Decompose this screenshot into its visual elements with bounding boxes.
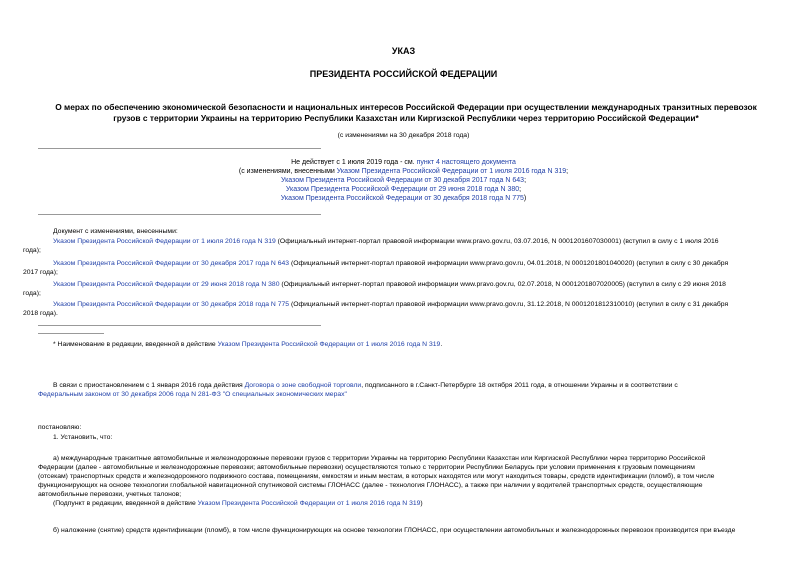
changes-heading: Документ с изменениями, внесенными:	[53, 228, 178, 235]
clause-b: б) наложение (снятие) средств идентификации (пломб), в том числе функционирующих на основе технологии ГЛОНАСС, при осуществлении автомобильных и железнодорожных перевозок производится при въезде	[53, 527, 736, 534]
amendment-link-1[interactable]: Указом Президента Российской Федерации от 1 июля 2016 года N 319	[336, 168, 567, 175]
amendments-line-3: Указом Президента Российской Федерации от 29 июня 2018 года N 380;	[285, 186, 522, 193]
clause-a: а) международные транзитные автомобильные и железнодорожные перевозки грузов с территории Украины на территорию Республики Казахстан или Киргизской Республики через территорию Российской Федерации (далее - автомобильные и железнодорожные перевозки; автомобильные перевозки) осуществляются только с территории Республики Беларусь при условии применения к грузовым помещениям (отсекам) транспортных средств и железнодорожного подвижного состава, помещениям, емкостям и иным местам, в которых находятся или могут находиться товары, средств идентификации (пломб), в том числе функционирующих на основе технологии глобальной навигационной спутниковой системы ГЛОНАСС (далее - технология ГЛОНАСС), а также при наличии у водителей транспортных средств, осуществляющие автомобильные перевозки, учетных талонов; (Подпункт в редакции, введенной в действие Указом Президента Российской Федерации от 1 июля 2016 года N 319)	[38, 454, 768, 508]
intro-link-treaty[interactable]: Договора о зоне свободной торговли	[244, 382, 362, 389]
divider	[38, 148, 321, 149]
issuer-heading: ПРЕЗИДЕНТА РОССИЙСКОЙ ФЕДЕРАЦИИ	[309, 69, 498, 79]
change-link-2[interactable]: Указом Президента Российской Федерации от 30 декабря 2017 года N 643	[53, 260, 290, 267]
footnote-link[interactable]: Указом Президента Российской Федерации от 1 июля 2016 года N 319	[217, 341, 441, 348]
amendments-line-4: Указом Президента Российской Федерации от 30 декабря 2018 года N 775)	[280, 195, 527, 202]
decree-word: постановляю:	[38, 424, 82, 431]
amendment-link-3[interactable]: Указом Президента Российской Федерации от 29 июня 2018 года N 380	[285, 186, 520, 193]
change-item-2: Указом Президента Российской Федерации от 30 декабря 2017 года N 643 (Официальный интернет-портал правовой информации www.pravo.gov.ru, 04.01.2018, N 0001201801040020) (вступил в силу с 30 декабря 2017 года);	[23, 260, 729, 276]
change-link-4[interactable]: Указом Президента Российской Федерации от 30 декабря 2018 года N 775	[53, 301, 290, 308]
amendment-link-4[interactable]: Указом Президента Российской Федерации от 30 декабря 2018 года N 775	[280, 195, 524, 202]
status-line: Не действует с 1 июля 2019 года - см. пункт 4 настоящего документа	[291, 159, 516, 166]
status-link[interactable]: пункт 4 настоящего документа	[416, 159, 516, 166]
footnote: * Наименование в редакции, введенной в действие Указом Президента Российской Федерации от 1 июля 2016 года N 319.	[53, 341, 443, 348]
change-item-3: Указом Президента Российской Федерации от 29 июня 2018 года N 380 (Официальный интернет-портал правовой информации www.pravo.gov.ru, 02.07.2018, N 0001201807020005) (вступил в силу с 29 июня 2018 года);	[23, 281, 726, 297]
doc-type-heading: УКАЗ	[391, 46, 416, 56]
change-item-1: Указом Президента Российской Федерации от 1 июля 2016 года N 319 (Официальный интернет-портал правовой информации www.pravo.gov.ru, 03.07.2016, N 0001201607030001) (вступил в силу с 1 июля 2016 года);	[23, 238, 719, 254]
amendment-link-2[interactable]: Указом Президента Российской Федерации от 30 декабря 2017 года N 643	[280, 177, 525, 184]
change-link-3[interactable]: Указом Президента Российской Федерации от 29 июня 2018 года N 380	[53, 281, 280, 288]
divider	[38, 214, 321, 215]
status-block	[0, 158, 807, 203]
change-item-4: Указом Президента Российской Федерации от 30 декабря 2018 года N 775 (Официальный интернет-портал правовой информации www.pravo.gov.ru, 31.12.2018, N 0001201812310010) (вступил в силу с 31 декабря 2018 года).	[23, 301, 729, 317]
clause-a-note: (Подпункт в редакции, введенной в действие Указом Президента Российской Федерации от 1 июля 2016 года N 319)	[53, 500, 423, 507]
divider	[38, 325, 321, 326]
intro-link-law[interactable]: Федеральным законом от 30 декабря 2006 года N 281-ФЗ "О специальных экономических мерах"	[38, 391, 347, 398]
document-title: О мерах по обеспечению экономической безопасности и национальных интересов Российской Федерации при осуществлении международных транзитных перевозок грузов с территории Украины на территорию Республики Казахстан или Киргизской Республики через территорию Российской Федерации*	[55, 102, 757, 123]
amendments-line-2: Указом Президента Российской Федерации от 30 декабря 2017 года N 643;	[280, 177, 527, 184]
footnote-divider	[38, 333, 104, 334]
clause-1: 1. Установить, что:	[53, 434, 113, 441]
change-link-1[interactable]: Указом Президента Российской Федерации от 1 июля 2016 года N 319	[53, 238, 276, 245]
intro-paragraph: В связи с приостановлением с 1 января 2016 года действия Договора о зоне свободной торговли, подписанного в г.Санкт-Петербурге 18 октября 2011 года, в отношении Украины и в соответствии с Федеральным законом от 30 декабря 2006 года N 281-ФЗ "О специальных экономических мерах"	[38, 382, 678, 398]
revision-note: (с изменениями на 30 декабря 2018 года)	[337, 132, 470, 139]
amendments-line-1: (с изменениями, внесенными Указом Президента Российской Федерации от 1 июля 2016 года N 319;	[238, 168, 569, 175]
clause-a-note-link[interactable]: Указом Президента Российской Федерации от 1 июля 2016 года N 319	[197, 500, 421, 507]
